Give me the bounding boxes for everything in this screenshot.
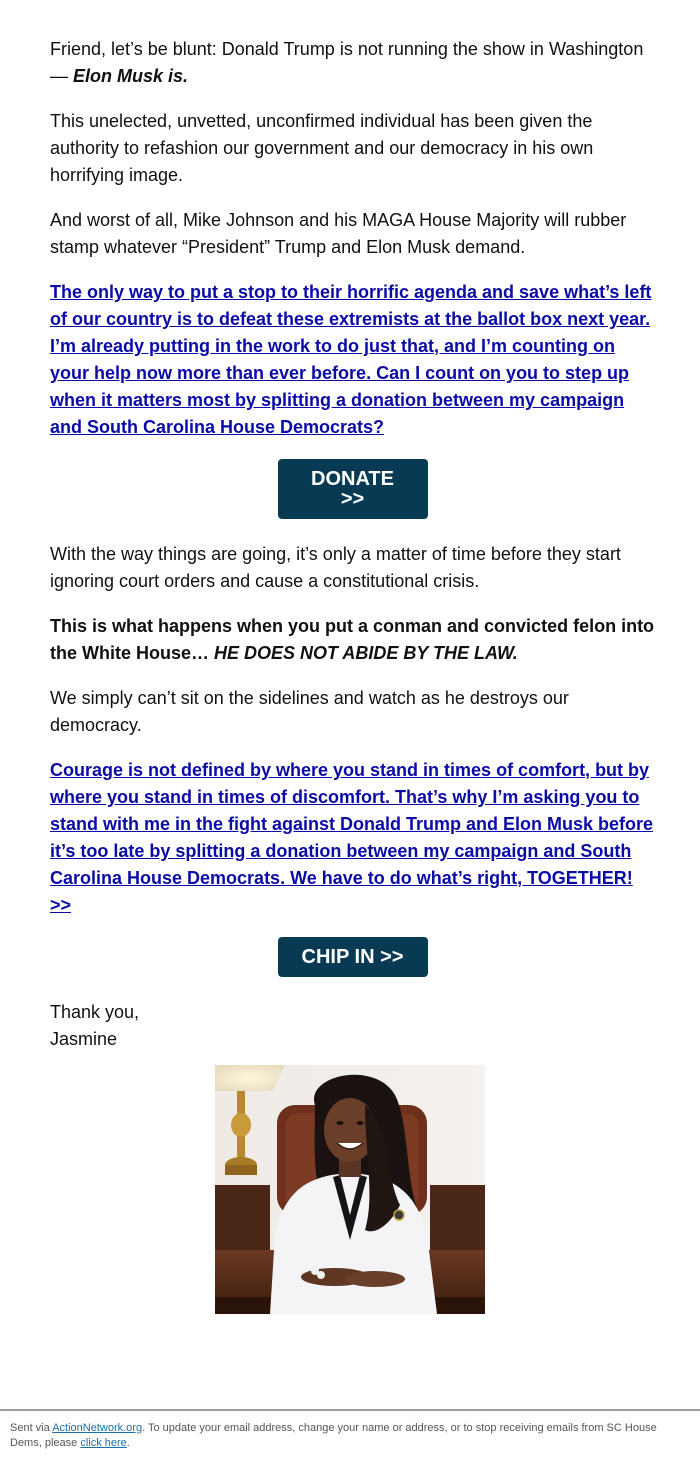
donation-link-2[interactable]: Courage is not defined by where you stand in times of comfort, but by where you stand in times of discomfort. That’s why I’m asking you to stand with me in the fight against Donald Trump and Elon Musk before it’s too late by splitting a donation between my campaign and South Carolina House Democrats. We have to do what’s right, TOGETHER! >> (50, 760, 654, 915)
paragraph-rubber-stamp: And worst of all, Mike Johnson and his MAGA House Majority will rubber stamp whatever “President” Trump and Elon Musk demand. (50, 210, 627, 257)
footer-middle: . To update your email address, change your name or address, or to stop receiving emails from SC House Dems, please (10, 1422, 657, 1449)
donate-arrows: >> (340, 488, 365, 510)
intro-text: Friend, let’s be blunt: Donald Trump is not running the show in Washington — (50, 39, 644, 86)
donate-button-wrap (50, 459, 655, 519)
paragraph-sidelines: We simply can’t sit on the sidelines and watch as he destroys our democracy. (50, 688, 569, 735)
signoff (50, 999, 655, 1053)
footer-text (10, 1421, 680, 1451)
donation-link-1[interactable]: The only way to put a stop to their horrific agenda and save what’s left of our country is to defeat these extremists at the ballot box next year. I’m already putting in the work to do just that, and I’m counting on your help now more than ever before. Can I count on you to step up when it matters most by splitting a donation between my campaign and South Carolina House Democrats? (50, 282, 652, 437)
chip-in-button[interactable]: CHIP IN >> (278, 937, 428, 977)
actionnetwork-link[interactable]: ActionNetwork.org (52, 1422, 143, 1434)
intro-paragraph (50, 36, 655, 90)
conman-bold-text: This is what happens when you put a conman and convicted felon into the White House… (50, 616, 655, 663)
signoff-thanks: Thank you, (50, 1002, 140, 1022)
paragraph-unelected: This unelected, unvetted, unconfirmed individual has been given the authority to refashion our government and our democracy in his own horrifying image. (50, 111, 594, 185)
intro-emphasis: Elon Musk is. (73, 66, 189, 86)
footer-prefix: Sent via (10, 1422, 53, 1434)
candidate-photo-illustration (215, 1065, 485, 1314)
donate-button[interactable] (278, 459, 428, 519)
email-body (50, 36, 655, 1071)
chip-in-button-wrap (50, 937, 655, 977)
donation-link-paragraph-2 (50, 757, 655, 919)
footer-suffix: . (126, 1437, 130, 1449)
paragraph-conman (50, 613, 655, 667)
unsubscribe-link[interactable]: click here (80, 1437, 127, 1449)
donate-label: DONATE (311, 468, 394, 490)
paragraph-court-orders: With the way things are going, it’s only a matter of time before they start ignoring court orders and cause a constitutional crisis. (50, 544, 621, 591)
candidate-photo (215, 1065, 485, 1314)
signoff-name: Jasmine (50, 1029, 118, 1049)
email-footer (0, 1409, 700, 1477)
donation-link-paragraph-1 (50, 279, 655, 441)
conman-bold-italic-text: HE DOES NOT ABIDE BY THE LAW. (214, 643, 518, 663)
